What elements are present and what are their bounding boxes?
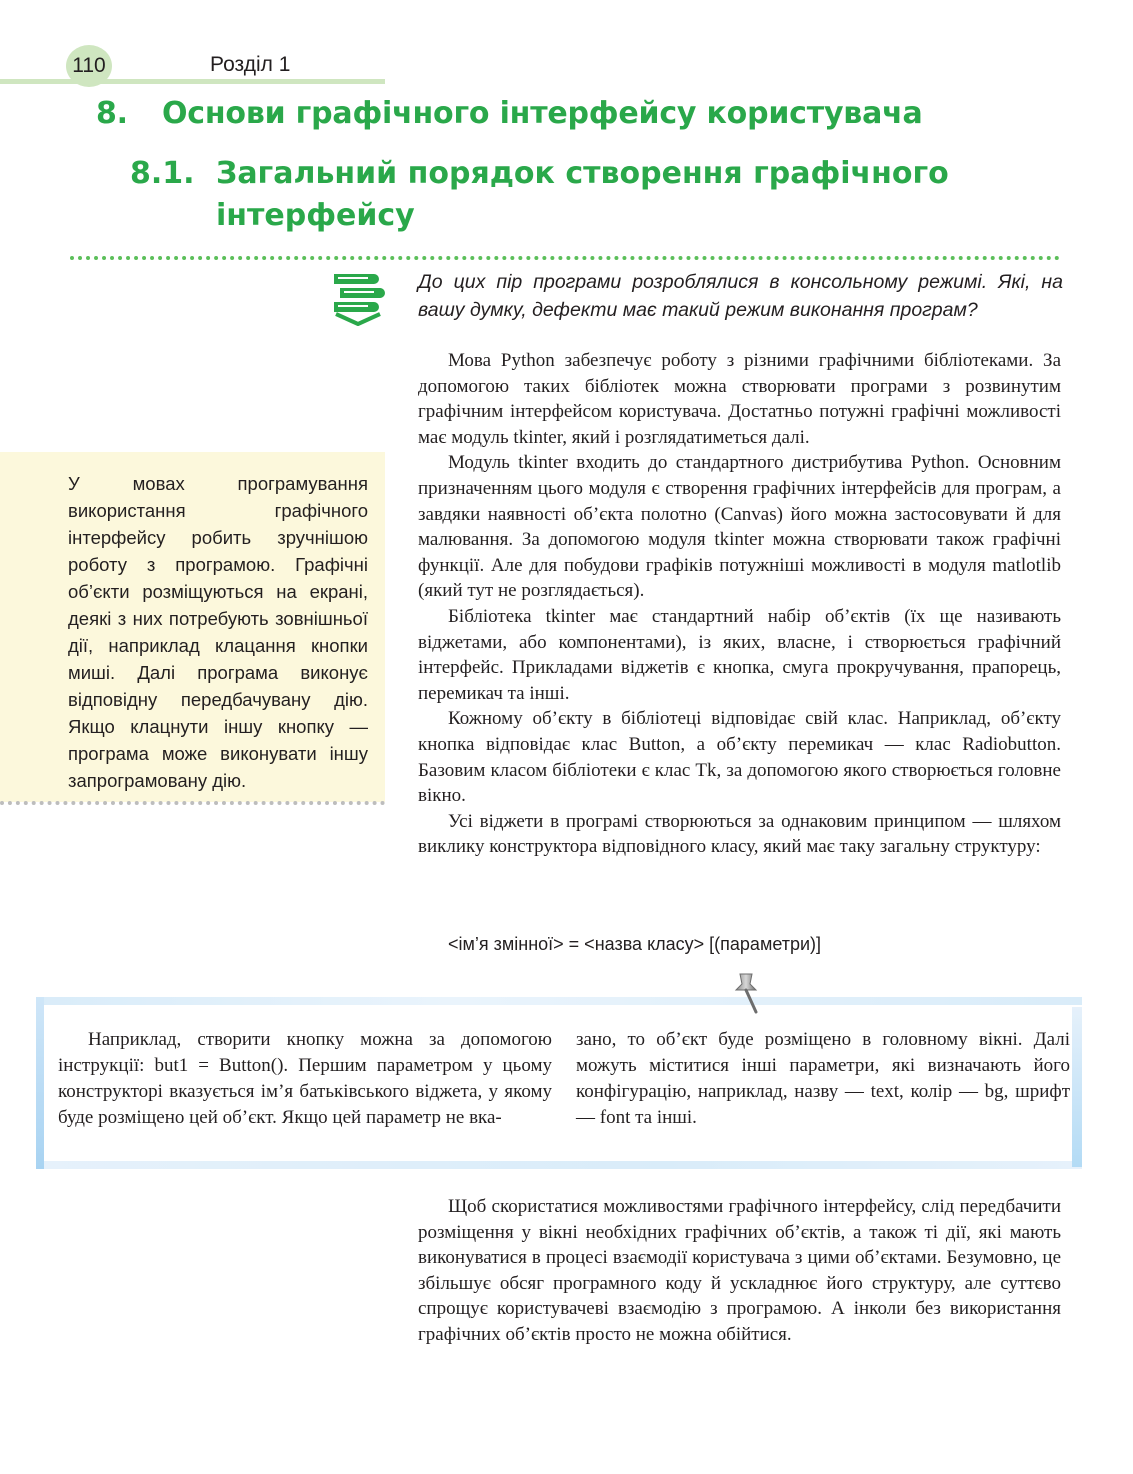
page-number: 110 [66,45,112,87]
subsection-title-text: Загальний порядок створення графічного інтерфейсу [216,156,949,233]
example-box-right-edge [1072,1007,1082,1167]
subsection-title [130,153,1030,237]
chapter-title-text: Основи графічного інтерфейсу користувача [162,96,923,131]
chapter-title [96,96,923,131]
paragraph: Мова Python забезпечує роботу з різними графічними бібліотеками. За допомогою таких бібліотек можна створювати програми з розвинутим графічним інтерфейсом користувача. Достатньо потужні графічні можливості має модуль tkinter, який і розглядатиметься далі. [418,350,1061,448]
side-note-divider [0,801,385,805]
closing-text [418,1194,1061,1348]
subsection-number: 8.1. [130,156,195,191]
section-divider [70,256,1060,260]
paragraph: Усі віджети в програмі створюються за однаковим принципом — шляхом виклику конструктора відповідного класу, який має таку загальну структуру: [418,810,1061,858]
paragraph: Бібліотека tkinter має стандартний набір об’єктів (їх ще називають віджетами, або компонентами), із яких, власне, і створюється графічний інтерфейс. Прикладами віджетів є кнопка, смуга прокручування, прапорець, перемикач та інші. [418,605,1061,704]
chapter-number: 8. [96,96,128,131]
books-icon [330,270,386,326]
pushpin-icon [730,972,768,1014]
constructor-syntax: <ім’я змінної> = <назва класу> [(параметри)] [448,934,822,954]
paragraph: Щоб скористатися можливостями графічного інтерфейсу, слід передбачити розміщення у вікні необхідних графічних об’єктів, а також ті дії, які мають виконуватися в процесі взаємодії користувача з цими об’єктами. Безумовно, це збільшує обсяг програмного коду й ускладнює його структуру, але суттєво спрощує користувачеві взаємодію з програмою. А інколи без використання графічних об’єктів просто не можна обійтися. [418,1196,1061,1345]
section-label: Розділ 1 [210,53,291,76]
example-box-top-edge [36,997,1082,1005]
example-box-bottom-edge [36,1161,1082,1169]
example-box-left-edge [36,997,44,1169]
main-text [418,348,1061,860]
example-left-column [58,1027,552,1131]
example-right-column [576,1027,1070,1131]
example-text-right: зано, то об’єкт буде розміщено в головному вікні. Далі можуть міститися інші параметри, які визначають його конфігурацію, наприклад, назву — text, колір — bg, шрифт — font та інші. [576,1029,1070,1128]
paragraph: Кожному об’єкту в бібліотеці відповідає свій клас. Наприклад, об’єкту кнопка відповідає клас Button, а об’єкту перемикач — клас Radiobutton. Базовим класом бібліотеки є клас Tk, за допомогою якого створюється головне вікно. [418,708,1061,807]
side-note-text: У мовах програмування використання графічного інтерфейсу робить зручнішою роботу з програмою. Графічні об’єкти розміщуються на екрані, деякі з них потребують зовнішньої дії, наприклад клацання кнопки миші. Далі програма виконує відповідну передбачувану дію. Якщо клацнути іншу кнопку — програма може виконувати іншу запрограмовану дію. [68,473,368,791]
example-text-left: Наприклад, створити кнопку можна за допомогою інструкції: but1 = Button(). Першим параметром у цьому конструкторі вказується ім’я батьківського віджета, у якому буде розміщено цей об’єкт. Якщо цей параметр не вка- [58,1029,552,1128]
header-rule [0,79,385,84]
warmup-question: До цих пір програми розроблялися в консольному режимі. Які, на вашу думку, дефекти має такий режим виконання програм? [418,271,1063,321]
paragraph: Модуль tkinter входить до стандартного дистрибутива Python. Основним призначенням цього модуля є створення графічних інтерфейсів для програм, а завдяки наявності об’єкта полотно (Canvas) його можна застосовувати й для малювання. За допомогою модуля tkinter можна створювати також графічні функції. Але для побудови графіків потужніші можливості в модуля matlotlib (який тут не розглядається). [418,452,1061,602]
